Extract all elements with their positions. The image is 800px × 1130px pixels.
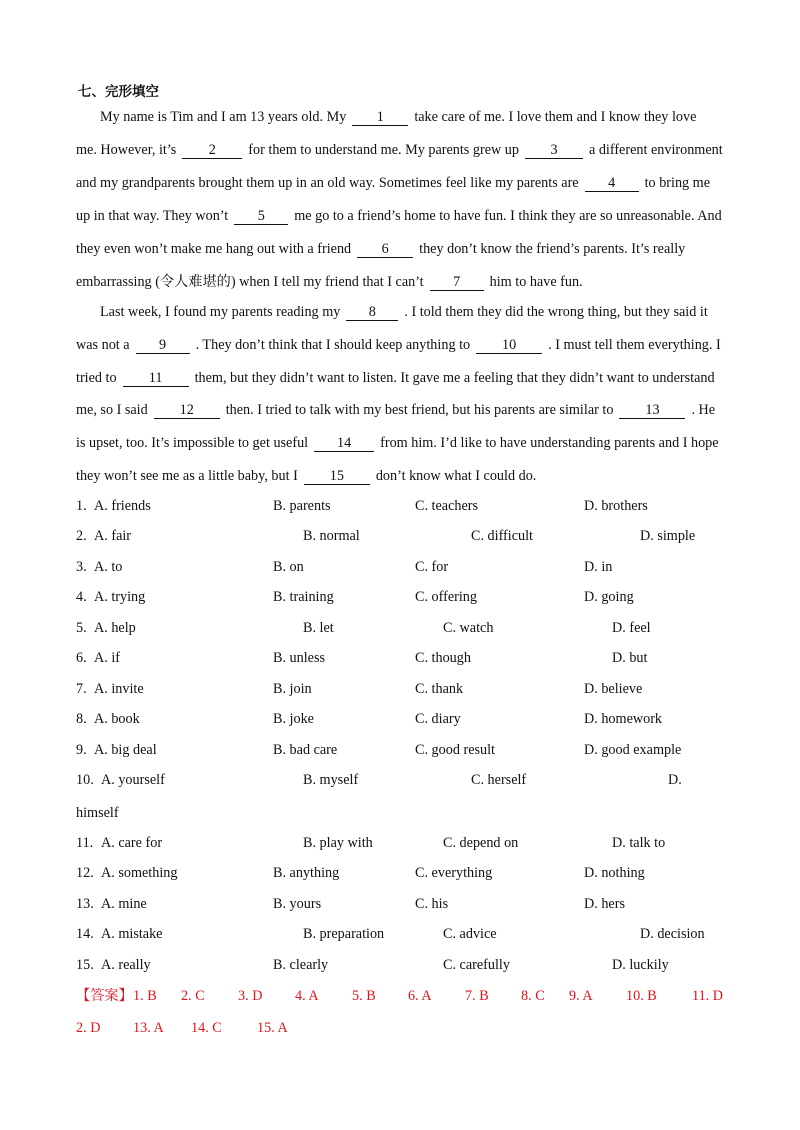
- passage-line: they won’t see me as a little baby, but I 15 don’t know what I could do.: [76, 468, 537, 484]
- question-number: 13.: [76, 896, 94, 912]
- blank-11[interactable]: 11: [123, 370, 189, 387]
- option-b[interactable]: B. bad care: [273, 742, 338, 758]
- question-number: 6.: [76, 650, 87, 666]
- blank-10[interactable]: 10: [476, 337, 542, 354]
- blank-4[interactable]: 4: [585, 175, 639, 192]
- option-b[interactable]: B. unless: [273, 650, 326, 666]
- answer-item: 11. D: [692, 988, 724, 1004]
- blank-9[interactable]: 9: [136, 337, 190, 354]
- option-d[interactable]: D. decision: [640, 926, 705, 942]
- option-a[interactable]: A. book: [94, 711, 140, 727]
- answer-item: 8. C: [521, 988, 545, 1004]
- answer-item: 15. A: [257, 1020, 288, 1036]
- answer-item: 4. A: [295, 988, 319, 1004]
- question-number: 1.: [76, 498, 87, 514]
- option-c[interactable]: C. good result: [415, 742, 495, 758]
- option-d[interactable]: D. feel: [612, 620, 651, 636]
- option-d[interactable]: D. in: [584, 559, 613, 575]
- question-number: 5.: [76, 620, 87, 636]
- option-c[interactable]: C. his: [415, 896, 449, 912]
- option-a[interactable]: A. mine: [101, 896, 147, 912]
- option-a[interactable]: A. if: [94, 650, 121, 666]
- answer-item: 10. B: [626, 988, 657, 1004]
- answer-item: 2. D: [76, 1020, 101, 1036]
- option-b[interactable]: B. myself: [303, 772, 359, 788]
- option-d-continued[interactable]: himself: [76, 805, 119, 821]
- option-a[interactable]: A. to: [94, 559, 123, 575]
- option-d[interactable]: D. nothing: [584, 865, 645, 881]
- option-d[interactable]: D. going: [584, 589, 634, 605]
- option-c[interactable]: C. herself: [471, 772, 527, 788]
- question-number: 10.: [76, 772, 94, 788]
- option-d[interactable]: D. hers: [584, 896, 625, 912]
- option-a[interactable]: A. really: [101, 957, 151, 973]
- option-d[interactable]: D. brothers: [584, 498, 648, 514]
- blank-2[interactable]: 2: [182, 142, 242, 159]
- option-b[interactable]: B. preparation: [303, 926, 385, 942]
- passage-line: me, so I said 12 then. I tried to talk with my best friend, but his parents are similar to 13 . He: [76, 402, 716, 418]
- answer-item: 13. A: [133, 1020, 164, 1036]
- answer-item: 2. C: [181, 988, 205, 1004]
- option-c[interactable]: C. diary: [415, 711, 461, 727]
- blank-13[interactable]: 13: [619, 402, 685, 419]
- option-b[interactable]: B. joke: [273, 711, 314, 727]
- blank-8[interactable]: 8: [346, 304, 398, 321]
- passage-line: embarrassing (令人难堪的) when I tell my friend that I can’t 7 him to have fun.: [76, 274, 583, 290]
- option-d[interactable]: D.: [668, 772, 682, 788]
- option-c[interactable]: C. teachers: [415, 498, 479, 514]
- option-c[interactable]: C. though: [415, 650, 471, 666]
- option-b[interactable]: B. yours: [273, 896, 322, 912]
- answer-item: 7. B: [465, 988, 489, 1004]
- option-a[interactable]: A. invite: [94, 681, 144, 697]
- question-number: 4.: [76, 589, 87, 605]
- option-a[interactable]: A. help: [94, 620, 136, 636]
- option-d[interactable]: D. homework: [584, 711, 663, 727]
- option-a[interactable]: A. yourself: [101, 772, 165, 788]
- answer-item: 9. A: [569, 988, 593, 1004]
- option-c[interactable]: C. depend on: [443, 835, 519, 851]
- blank-12[interactable]: 12: [154, 402, 220, 419]
- option-b[interactable]: B. let: [303, 620, 334, 636]
- option-b[interactable]: B. play with: [303, 835, 373, 851]
- blank-3[interactable]: 3: [525, 142, 583, 159]
- option-d[interactable]: D. good example: [584, 742, 682, 758]
- option-a[interactable]: A. trying: [94, 589, 146, 605]
- option-b[interactable]: B. parents: [273, 498, 331, 514]
- option-c[interactable]: C. watch: [443, 620, 494, 636]
- passage-line: Last week, I found my parents reading my 8 . I told them they did the wrong thing, but they said it: [100, 304, 708, 320]
- passage-line: and my grandparents brought them up in an old way. Sometimes feel like my parents are 4 to bring me: [76, 175, 711, 191]
- option-b[interactable]: B. clearly: [273, 957, 329, 973]
- blank-15[interactable]: 15: [304, 468, 370, 485]
- option-a[interactable]: A. something: [101, 865, 178, 881]
- answer-item: 1. B: [133, 988, 157, 1004]
- answer-item: 5. B: [352, 988, 376, 1004]
- option-d[interactable]: D. simple: [640, 528, 696, 544]
- option-a[interactable]: A. big deal: [94, 742, 157, 758]
- option-a[interactable]: A. friends: [94, 498, 151, 514]
- question-number: 8.: [76, 711, 87, 727]
- option-d[interactable]: D. but: [612, 650, 648, 666]
- option-c[interactable]: C. offering: [415, 589, 477, 605]
- option-b[interactable]: B. join: [273, 681, 312, 697]
- option-b[interactable]: B. anything: [273, 865, 340, 881]
- question-number: 15.: [76, 957, 94, 973]
- option-c[interactable]: C. advice: [443, 926, 497, 942]
- option-b[interactable]: B. training: [273, 589, 334, 605]
- blank-5[interactable]: 5: [234, 208, 288, 225]
- answer-item: 6. A: [408, 988, 432, 1004]
- option-d[interactable]: D. believe: [584, 681, 643, 697]
- passage-line: My name is Tim and I am 13 years old. My 1 take care of me. I love them and I know they love: [100, 109, 697, 125]
- option-c[interactable]: C. for: [415, 559, 449, 575]
- option-b[interactable]: B. normal: [303, 528, 360, 544]
- question-number: 2.: [76, 528, 87, 544]
- option-c[interactable]: C. difficult: [471, 528, 534, 544]
- question-number: 11.: [76, 835, 94, 851]
- passage-line: they even won’t make me hang out with a friend 6 they don’t know the friend’s parents. It’s really: [76, 241, 686, 257]
- option-c[interactable]: C. thank: [415, 681, 464, 697]
- passage-line: me. However, it’s 2 for them to understand me. My parents grew up 3 a different environment: [76, 142, 723, 158]
- question-number: 9.: [76, 742, 87, 758]
- blank-1[interactable]: 1: [352, 109, 408, 126]
- answer-item: 3. D: [238, 988, 263, 1004]
- passage-line: is upset, too. It’s impossible to get useful 14 from him. I’d like to have understanding parents and I hope: [76, 435, 719, 451]
- option-a[interactable]: A. fair: [94, 528, 132, 544]
- blank-7[interactable]: 7: [430, 274, 484, 291]
- option-a[interactable]: A. mistake: [101, 926, 163, 942]
- blank-6[interactable]: 6: [357, 241, 413, 258]
- question-number: 12.: [76, 865, 94, 881]
- question-number: 7.: [76, 681, 87, 697]
- option-d[interactable]: D. talk to: [612, 835, 666, 851]
- answer-item: 14. C: [191, 1020, 222, 1036]
- passage-line: tried to 11 them, but they didn’t want to listen. It gave me a feeling that they didn’t want to understand: [76, 370, 715, 386]
- option-c[interactable]: C. everything: [415, 865, 493, 881]
- blank-14[interactable]: 14: [314, 435, 374, 452]
- answer-label: 【答案】: [76, 988, 133, 1004]
- section-title: 七、完形填空: [78, 84, 159, 100]
- question-number: 14.: [76, 926, 94, 942]
- option-c[interactable]: C. carefully: [443, 957, 510, 973]
- option-d[interactable]: D. luckily: [612, 957, 669, 973]
- passage-line: up in that way. They won’t 5 me go to a friend’s home to have fun. I think they are so unreasonable. And: [76, 208, 722, 224]
- option-a[interactable]: A. care for: [101, 835, 163, 851]
- option-b[interactable]: B. on: [273, 559, 304, 575]
- question-number: 3.: [76, 559, 87, 575]
- passage-line: was not a 9 . They don’t think that I should keep anything to 10 . I must tell them everything. I: [76, 337, 721, 353]
